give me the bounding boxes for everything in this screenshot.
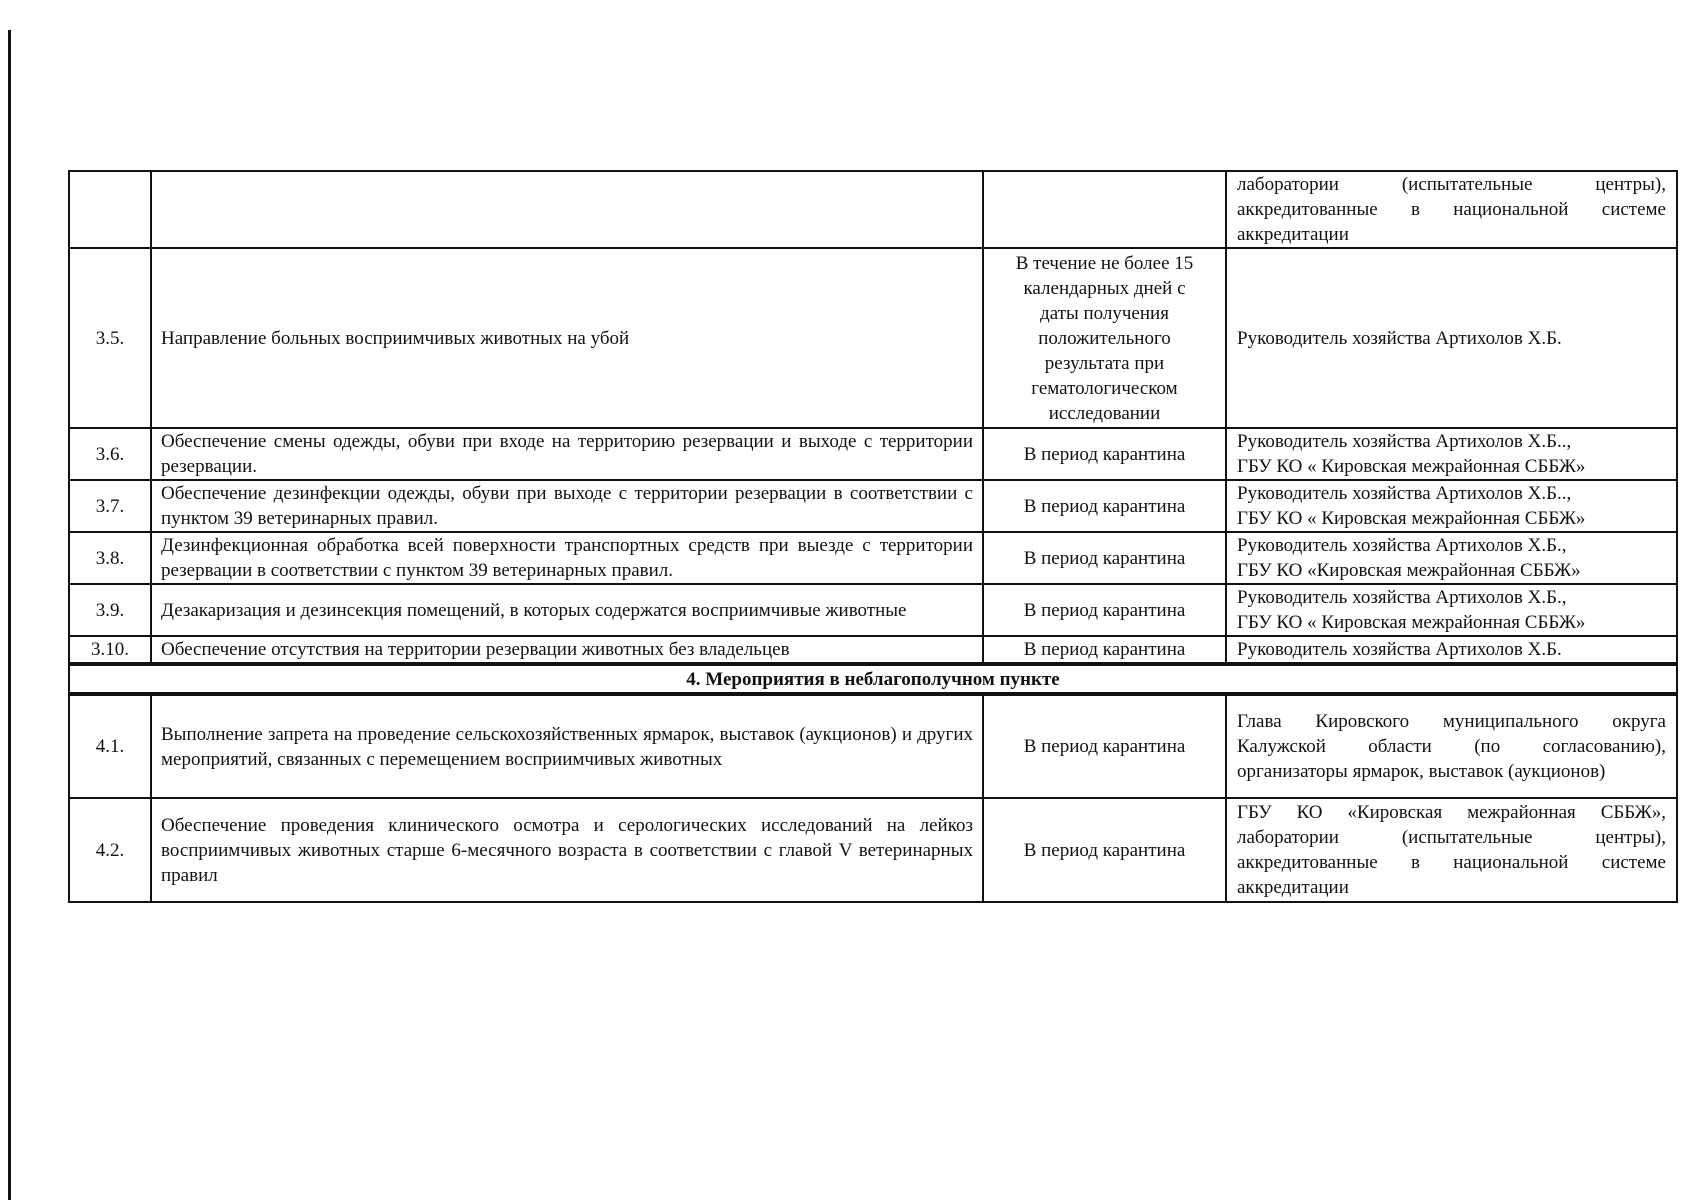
resp-line: аккредитации xyxy=(1237,224,1349,245)
table-row-continuation xyxy=(69,171,1677,248)
cell-resp xyxy=(1226,480,1677,532)
resp-line: Руководитель хозяйства Артихолов Х.Б., xyxy=(1237,587,1567,608)
term-line: исследовании xyxy=(1048,402,1161,424)
table-row-3-6 xyxy=(69,428,1677,480)
section-header-row xyxy=(69,664,1677,694)
cell-term: В период карантина xyxy=(983,532,1226,584)
cell-num: 4.2. xyxy=(69,798,151,902)
table-row-4-1 xyxy=(69,694,1677,798)
cell-num: 4.1. xyxy=(69,694,151,798)
cell-num: 3.10. xyxy=(69,636,151,664)
cell-term xyxy=(983,248,1226,428)
table-row-3-7 xyxy=(69,480,1677,532)
cell-num xyxy=(69,171,151,248)
resp-line: Руководитель хозяйства Артихолов Х.Б., xyxy=(1237,535,1567,556)
term-line: гематологическом xyxy=(1031,377,1178,399)
term-line: календарных дней с xyxy=(1023,277,1186,299)
cell-desc: Дезинфекционная обработка всей поверхности транспортных средств при выезде с территории резервации в соответствии с пунктом 39 ветеринарных правил. xyxy=(151,532,983,584)
cell-term: В период карантина xyxy=(983,428,1226,480)
resp-line: лаборатории (испытательные центры), xyxy=(1237,174,1666,195)
term-line: В течение не более 15 xyxy=(1015,252,1194,274)
cell-resp: Руководитель хозяйства Артихолов Х.Б. xyxy=(1226,248,1677,428)
cell-term: В период карантина xyxy=(983,636,1226,664)
cell-desc: Направление больных восприимчивых животных на убой xyxy=(151,248,983,428)
resp-line: ГБУ КО «Кировская межрайонная СББЖ» xyxy=(1237,560,1581,581)
table-row-4-2 xyxy=(69,798,1677,902)
cell-resp xyxy=(1226,428,1677,480)
section-title: 4. Мероприятия в неблагополучном пункте xyxy=(69,664,1677,694)
cell-desc: Обеспечение смены одежды, обуви при входе на территорию резервации и выходе с территории резервации. xyxy=(151,428,983,480)
term-line: положительного xyxy=(1038,327,1171,349)
cell-num: 3.5. xyxy=(69,248,151,428)
table-row-3-8 xyxy=(69,532,1677,584)
cell-num: 3.6. xyxy=(69,428,151,480)
measures-table xyxy=(68,170,1678,903)
resp-line: Руководитель хозяйства Артихолов Х.Б. xyxy=(1237,639,1562,660)
cell-num: 3.9. xyxy=(69,584,151,636)
cell-desc: Обеспечение дезинфекции одежды, обуви при выходе с территории резервации в соответствии с пунктом 39 ветеринарных правил. xyxy=(151,480,983,532)
resp-line: аккредитованные в национальной системе xyxy=(1237,199,1666,220)
cell-resp xyxy=(1226,636,1677,664)
cell-resp xyxy=(1226,532,1677,584)
term-line: результата при xyxy=(1044,352,1165,374)
cell-desc: Выполнение запрета на проведение сельскохозяйственных ярмарок, выставок (аукционов) и других мероприятий, связанных с перемещением восприимчивых животных xyxy=(151,694,983,798)
table-row-3-5 xyxy=(69,248,1677,428)
cell-desc: Обеспечение отсутствия на территории резервации животных без владельцев xyxy=(151,636,983,664)
cell-resp: Глава Кировского муниципального округа Калужской области (по согласованию), организаторы ярмарок, выставок (аукционов) xyxy=(1226,694,1677,798)
resp-line: ГБУ КО « Кировская межрайонная СББЖ» xyxy=(1237,612,1586,633)
term-line: даты получения xyxy=(1040,302,1169,324)
cell-desc xyxy=(151,171,983,248)
cell-term xyxy=(983,171,1226,248)
cell-desc: Обеспечение проведения клинического осмотра и серологических исследований на лейкоз восприимчивых животных старше 6-месячного возраста в соответствии с главой V ветеринарных правил xyxy=(151,798,983,902)
resp-line: Руководитель хозяйства Артихолов Х.Б.., xyxy=(1237,483,1572,504)
cell-num: 3.8. xyxy=(69,532,151,584)
cell-resp: ГБУ КО «Кировская межрайонная СББЖ», лаборатории (испытательные центры), аккредитованные в национальной системе аккредитации xyxy=(1226,798,1677,902)
cell-term: В период карантина xyxy=(983,584,1226,636)
page-margin-line xyxy=(8,30,11,1200)
resp-line: ГБУ КО « Кировская межрайонная СББЖ» xyxy=(1237,456,1586,477)
cell-num: 3.7. xyxy=(69,480,151,532)
resp-line: ГБУ КО « Кировская межрайонная СББЖ» xyxy=(1237,508,1586,529)
cell-resp xyxy=(1226,584,1677,636)
cell-term: В период карантина xyxy=(983,480,1226,532)
cell-term: В период карантина xyxy=(983,798,1226,902)
table-row-3-9 xyxy=(69,584,1677,636)
cell-resp xyxy=(1226,171,1677,248)
cell-desc: Дезакаризация и дезинсекция помещений, в которых содержатся восприимчивые животные xyxy=(151,584,983,636)
table-row-3-10 xyxy=(69,636,1677,664)
cell-term: В период карантина xyxy=(983,694,1226,798)
resp-line: Руководитель хозяйства Артихолов Х.Б.., xyxy=(1237,431,1572,452)
